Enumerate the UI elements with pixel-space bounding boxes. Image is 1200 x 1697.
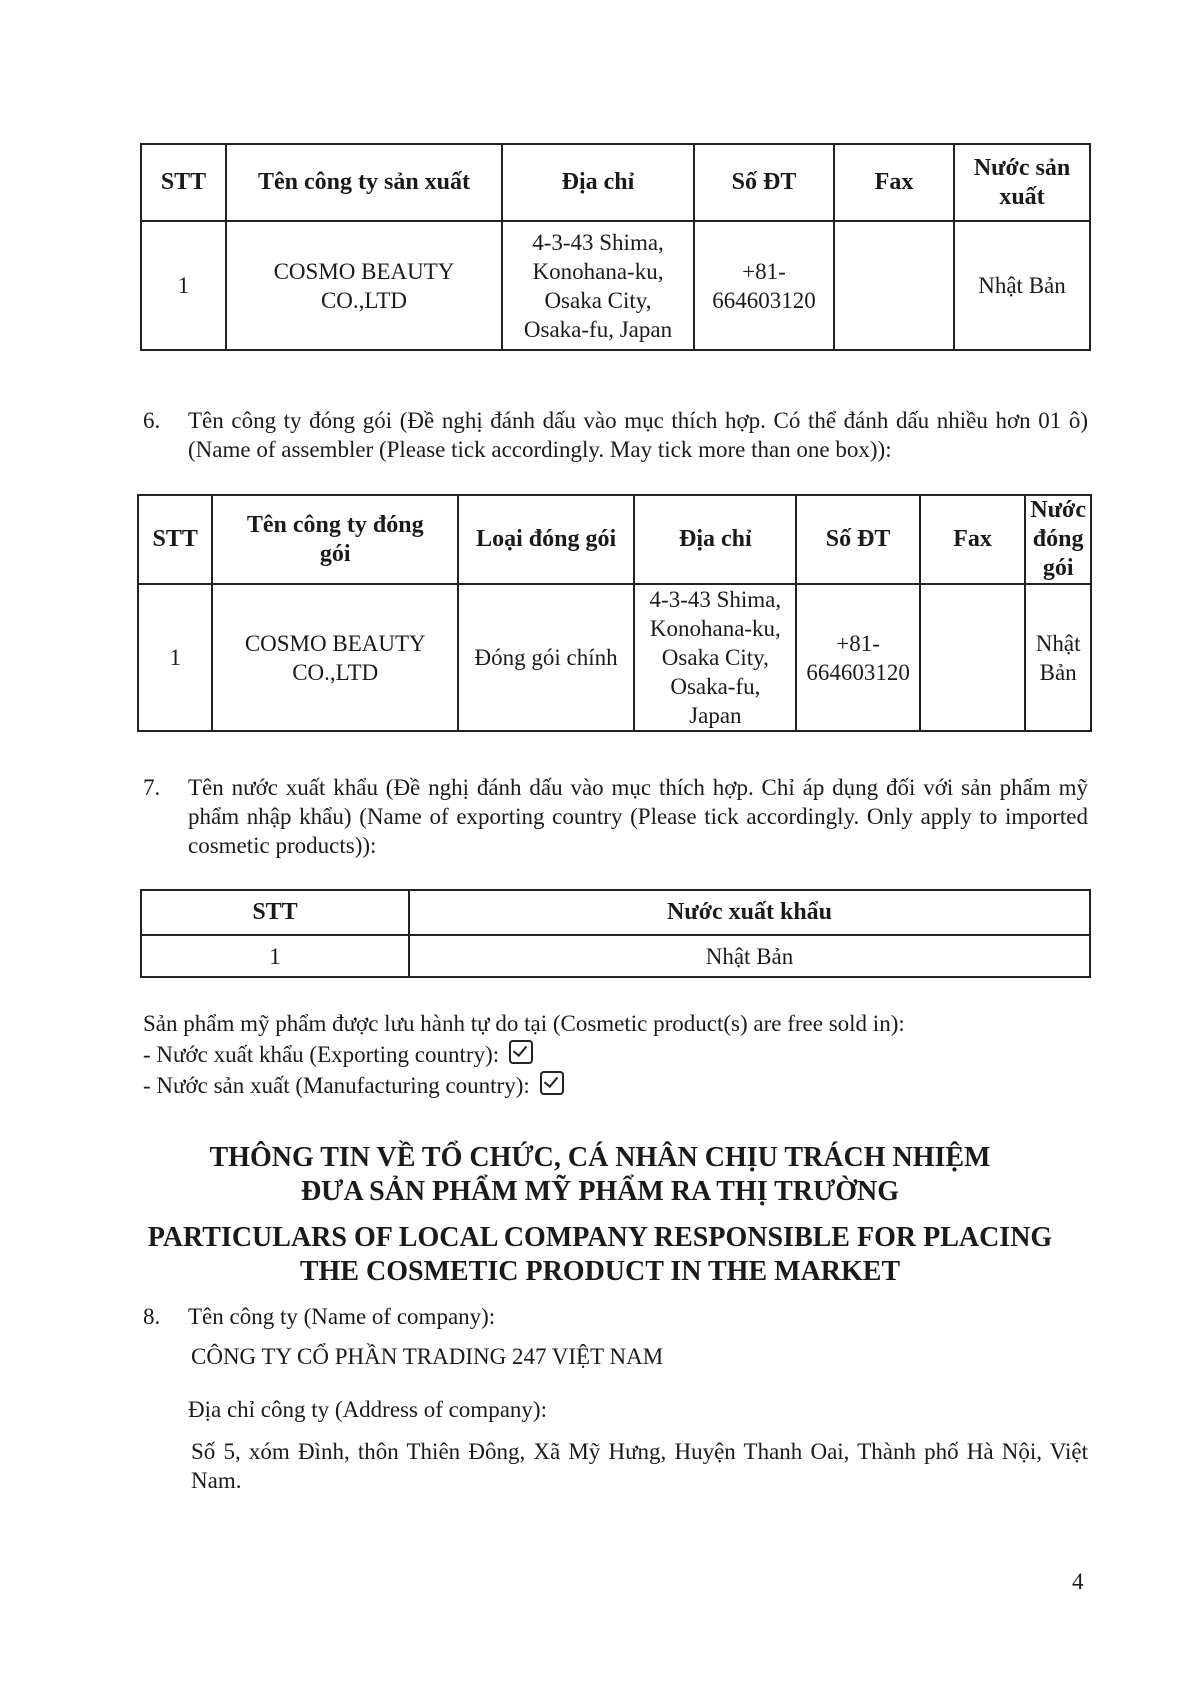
header-cell: Loại đóng gói <box>458 495 634 584</box>
address-cell: 4-3-43 Shima, Konohana-ku, Osaka City, Osaka-fu, Japan <box>502 221 694 350</box>
header-cell: Tên công ty đóng gói <box>212 495 458 584</box>
checkbox-checked-icon[interactable] <box>540 1071 564 1095</box>
company-name-value: CÔNG TY CỔ PHẦN TRADING 247 VIỆT NAM <box>191 1344 664 1369</box>
heading-en-line-2: THE COSMETIC PRODUCT IN THE MARKET <box>299 1256 901 1287</box>
company-cell: COSMO BEAUTY CO.,LTD <box>226 221 502 350</box>
exporting-country-label: - Nước xuất khẩu (Exporting country): <box>143 1042 500 1067</box>
header-cell: Fax <box>920 495 1026 584</box>
phone-cell: +81-664603120 <box>694 221 834 350</box>
export-table <box>140 889 1091 978</box>
company-address-value: Số 5, xóm Đình, thôn Thiên Đông, Xã Mỹ Hưng, Huyện Thanh Oai, Thành phố Hà Nội, Việt Nam. <box>191 1439 1088 1493</box>
stt-cell: 1 <box>141 935 409 977</box>
table-row <box>138 584 1091 731</box>
country-cell: Nhật Bản <box>1025 584 1091 731</box>
heading-en-line-1: PARTICULARS OF LOCAL COMPANY RESPONSIBLE FOR PLACING <box>147 1222 1053 1253</box>
header-cell: Địa chỉ <box>634 495 796 584</box>
exporting-country-line <box>143 1039 533 1070</box>
manufacturer-table <box>140 143 1091 351</box>
table-row <box>141 935 1090 977</box>
section-number: 8. <box>143 1304 161 1329</box>
header-cell: Nước đóng gói <box>1025 495 1091 584</box>
phone-cell: +81-664603120 <box>796 584 919 731</box>
fax-cell <box>920 584 1026 731</box>
heading-vn-line-2: ĐƯA SẢN PHẨM MỸ PHẨM RA THỊ TRƯỜNG <box>300 1176 900 1207</box>
manufacturing-country-line <box>143 1070 564 1101</box>
company-cell: COSMO BEAUTY CO.,LTD <box>212 584 458 731</box>
manufacturing-country-label: - Nước sản xuất (Manufacturing country): <box>143 1073 530 1098</box>
address-cell: 4-3-43 Shima, Konohana-ku, Osaka City, Osaka-fu, Japan <box>634 584 796 731</box>
free-sale-intro: Sản phẩm mỹ phẩm được lưu hành tự do tại (Cosmetic product(s) are free sold in): <box>143 1011 905 1036</box>
country-cell: Nhật Bản <box>954 221 1090 350</box>
table-header-row <box>141 890 1090 935</box>
header-cell: STT <box>141 890 409 935</box>
heading-vn-line-1: THÔNG TIN VỀ TỔ CHỨC, CÁ NHÂN CHỊU TRÁCH NHIỆM <box>209 1142 991 1173</box>
section-7-text: Tên nước xuất khẩu (Đề nghị đánh dấu vào mục thích hợp. Chỉ áp dụng đối với sản phẩm mỹ phẩm nhập khẩu) (Name of exporting country (Please tick accordingly. Only apply to imported cosmetic products)): <box>188 775 1088 858</box>
section-number: 7. <box>143 775 161 800</box>
section-6-text: Tên công ty đóng gói (Đề nghị đánh dấu vào mục thích hợp. Có thể đánh dấu nhiều hơn 01 ô) (Name of assembler (Please tick accordingly. May tick more than one box)): <box>188 408 1088 462</box>
fax-cell <box>834 221 954 350</box>
table-header-row <box>141 144 1090 221</box>
header-cell: Số ĐT <box>694 144 834 221</box>
company-name-label: Tên công ty (Name of company): <box>188 1304 496 1329</box>
stt-cell: 1 <box>138 584 212 731</box>
packaging-type-cell: Đóng gói chính <box>458 584 634 731</box>
assembler-table <box>137 494 1092 732</box>
table-header-row <box>138 495 1091 584</box>
country-cell: Nhật Bản <box>409 935 1090 977</box>
section-number: 6. <box>143 408 161 433</box>
header-cell: Địa chỉ <box>502 144 694 221</box>
page-number: 4 <box>1072 1569 1084 1594</box>
header-cell: Tên công ty sản xuất <box>226 144 502 221</box>
checkbox-checked-icon[interactable] <box>509 1040 533 1064</box>
header-cell: STT <box>141 144 226 221</box>
header-cell: Nước xuất khẩu <box>409 890 1090 935</box>
header-cell: Số ĐT <box>796 495 919 584</box>
table-row <box>141 221 1090 350</box>
stt-cell: 1 <box>141 221 226 350</box>
header-cell: Nước sản xuất <box>954 144 1090 221</box>
company-address-label: Địa chỉ công ty (Address of company): <box>188 1397 547 1422</box>
header-cell: STT <box>138 495 212 584</box>
header-cell: Fax <box>834 144 954 221</box>
